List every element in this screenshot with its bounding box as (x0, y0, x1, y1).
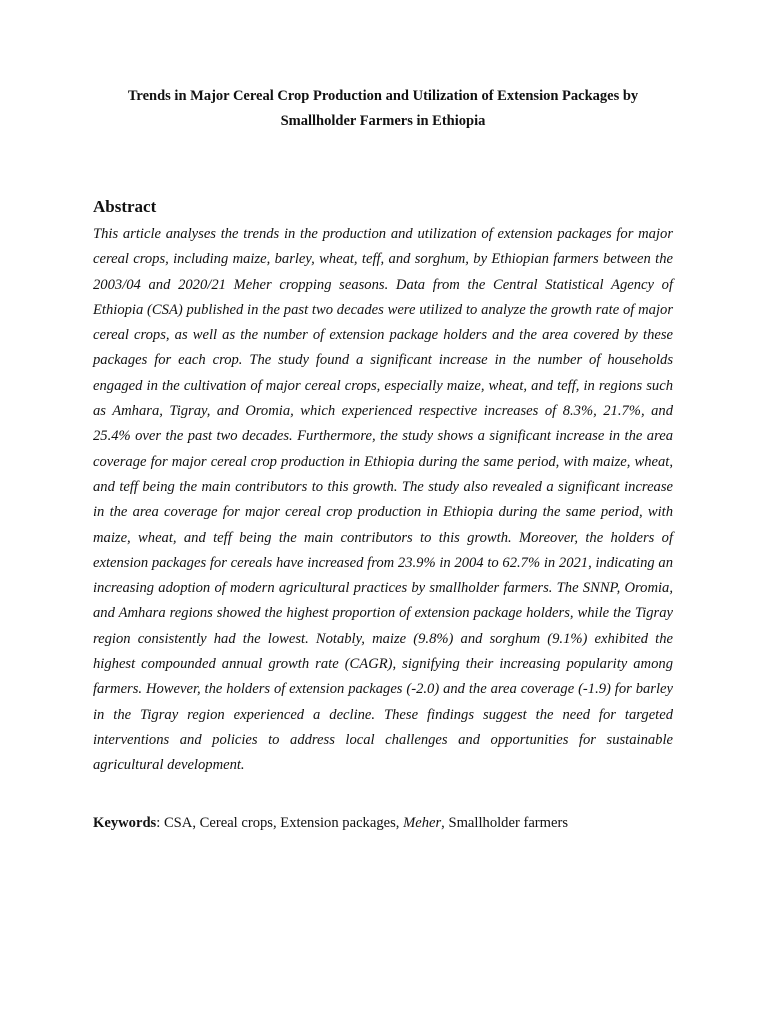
paper-title-line-1: Trends in Major Cereal Crop Production and Utilization of Extension Packages by (127, 88, 639, 104)
paper-title (73, 84, 693, 134)
keywords-label: Keywords (93, 815, 157, 831)
keywords-line (93, 812, 673, 834)
paper-title-line-2: Smallholder Farmers in Ethiopia (280, 113, 486, 129)
abstract-heading: Abstract (93, 197, 157, 216)
keywords-list-part-1: CSA, Cereal crops, Extension packages, (163, 815, 404, 831)
paper-page (93, 0, 673, 1024)
abstract-text: This article analyses the trends in the production and utilization of extension packages for major cereal crops, including maize, barley, wheat, teff, and sorghum, by Ethiopian farmers between the 2003/04 and 2020/21 Meher cropping seasons. Data from the Central Statistical Agency of Ethiopia (CSA) published in the past two decades were utilized to analyze the growth rate of major cereal crops, as well as the number of extension package holders and the area covered by these packages for each crop. The study found a significant increase in the number of households engaged in the cultivation of major cereal crops, especially maize, wheat, and teff, in regions such as Amhara, Tigray, and Oromia, which experienced respective increases of 8.3%, 21.7%, and 25.4% over the past two decades. Furthermore, the study shows a significant increase in the area coverage for major cereal crop production in Ethiopia during the same period, with maize, wheat, and teff being the main contributors to this growth. The study also revealed a significant increase in the area coverage for major cereal crop production in Ethiopia during the same period, with maize, wheat, and teff being the main contributors to this growth. Moreover, the holders of extension packages for cereals have increased from 23.9% in 2004 to 62.7% in 2021, indicating an increasing adoption of modern agricultural practices by smallholder farmers. The SNNP, Oromia, and Amhara regions showed the highest proportion of extension package holders, while the Tigray region consistently had the lowest. Notably, maize (9.8%) and sorghum (9.1%) exhibited the highest compounded annual growth rate (CAGR), signifying their increasing popularity among farmers. However, the holders of extension packages (-2.0) and the area coverage (-1.9) for barley in the Tigray region experienced a decline. These findings suggest the need for targeted interventions and policies to address local challenges and opportunities for sustainable agricultural development. (93, 226, 673, 774)
keywords-separator: : (156, 815, 164, 831)
keyword-meher: Meher (403, 815, 442, 831)
keywords-list-part-2: , Smallholder farmers (441, 815, 569, 831)
